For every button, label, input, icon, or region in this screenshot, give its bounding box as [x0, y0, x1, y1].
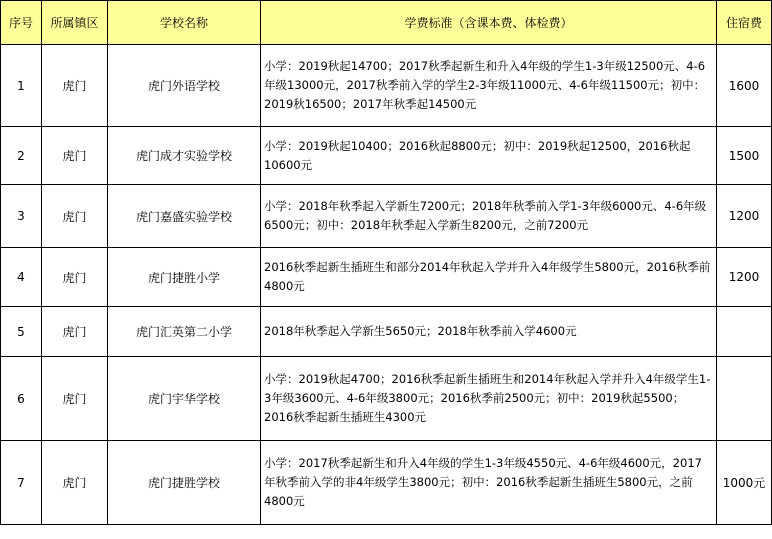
- table-row: [1, 441, 772, 525]
- table-row: [1, 307, 772, 357]
- row-index: 1: [1, 45, 42, 127]
- table-row: [1, 185, 772, 248]
- row-school: 虎门捷胜小学: [108, 248, 261, 307]
- row-fee: 小学：2018年秋季起入学新生7200元；2018年秋季前入学1-3年级6000元、4-6年级6500元；初中：2018年秋季起入学新生8200元，之前7200元: [261, 185, 717, 248]
- table-row: [1, 357, 772, 441]
- row-school: 虎门捷胜学校: [108, 441, 261, 525]
- row-school: 虎门嘉盛实验学校: [108, 185, 261, 248]
- header-district: 所属镇区: [42, 1, 108, 45]
- row-index: 3: [1, 185, 42, 248]
- row-district: 虎门: [42, 185, 108, 248]
- row-fee: 小学：2017秋季起新生和升入4年级的学生1-3年级4550元、4-6年级4600元，2017年秋季前入学的非4年级学生3800元；初中：2016秋季起新生插班生5800元，之前4800元: [261, 441, 717, 525]
- header-lodging: 住宿费: [717, 1, 772, 45]
- row-lodging: 1600: [717, 45, 772, 127]
- row-index: 2: [1, 127, 42, 185]
- row-fee: 小学：2019秋起14700；2017秋季起新生和升入4年级的学生1-3年级12500元、4-6年级13000元，2017秋季前入学的学生2-3年级11000元、4-6年级11500元；初中：2019秋16500；2017年秋季起14500元: [261, 45, 717, 127]
- row-school: 虎门成才实验学校: [108, 127, 261, 185]
- header-row: [1, 1, 772, 45]
- row-fee: 小学：2019秋起10400；2016秋起8800元；初中：2019秋起12500，2016秋起10600元: [261, 127, 717, 185]
- row-index: 7: [1, 441, 42, 525]
- header-school: 学校名称: [108, 1, 261, 45]
- row-school: 虎门汇英第二小学: [108, 307, 261, 357]
- row-lodging: 1200: [717, 185, 772, 248]
- row-district: 虎门: [42, 441, 108, 525]
- table-row: [1, 45, 772, 127]
- row-district: 虎门: [42, 248, 108, 307]
- row-fee: 小学：2019秋起4700；2016秋季起新生插班生和2014年秋起入学并升入4年级学生1-3年级3600元、4-6年级3800元；2016秋季前2500元；初中：2019秋起5500；2016秋季起新生插班生4300元: [261, 357, 717, 441]
- row-index: 6: [1, 357, 42, 441]
- table-row: [1, 127, 772, 185]
- row-school: 虎门外语学校: [108, 45, 261, 127]
- table-row: [1, 248, 772, 307]
- row-fee: 2018年秋季起入学新生5650元；2018年秋季前入学4600元: [261, 307, 717, 357]
- row-index: 5: [1, 307, 42, 357]
- row-lodging: [717, 307, 772, 357]
- row-index: 4: [1, 248, 42, 307]
- row-lodging: [717, 357, 772, 441]
- row-district: 虎门: [42, 357, 108, 441]
- row-lodging: 1000元: [717, 441, 772, 525]
- row-district: 虎门: [42, 307, 108, 357]
- row-school: 虎门宇华学校: [108, 357, 261, 441]
- row-lodging: 1500: [717, 127, 772, 185]
- row-fee: 2016秋季起新生插班生和部分2014年秋起入学并升入4年级学生5800元，2016秋季前4800元: [261, 248, 717, 307]
- row-district: 虎门: [42, 45, 108, 127]
- row-district: 虎门: [42, 127, 108, 185]
- header-fee: 学费标准（含课本费、体检费）: [261, 1, 717, 45]
- row-lodging: 1200: [717, 248, 772, 307]
- header-index: 序号: [1, 1, 42, 45]
